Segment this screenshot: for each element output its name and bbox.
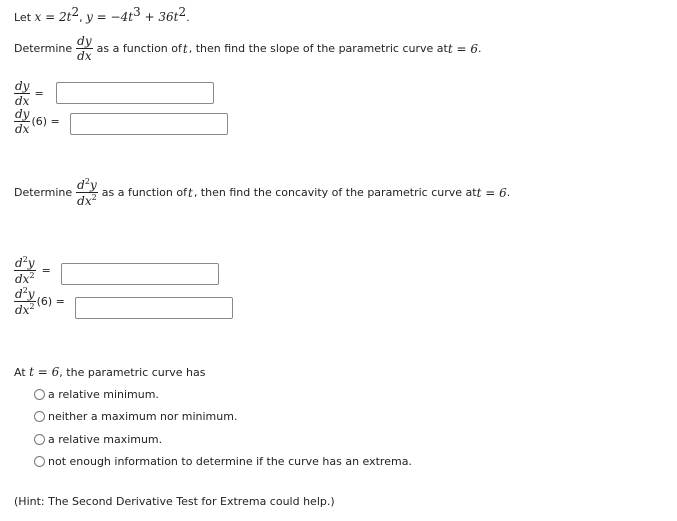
d-symbol: d bbox=[77, 178, 85, 192]
fraction-denominator bbox=[14, 272, 36, 285]
equals-sign: = bbox=[41, 264, 51, 277]
y-definition: y = −4t bbox=[86, 10, 134, 24]
second-derivative-answer-input[interactable] bbox=[61, 263, 219, 285]
concavity-question bbox=[14, 365, 206, 379]
part2-text-b: , then find the concavity of the parametric curve at bbox=[193, 186, 477, 199]
hint-text bbox=[14, 495, 335, 508]
dy-dx-answer-input[interactable] bbox=[56, 82, 214, 104]
fraction-numerator bbox=[14, 287, 36, 300]
option-label: a relative maximum. bbox=[48, 433, 163, 446]
option-relative-maximum[interactable] bbox=[34, 433, 162, 446]
separator: , bbox=[79, 11, 87, 24]
hint-label: (Hint: The Second Derivative Test for Extrema could help.) bbox=[14, 495, 335, 508]
exponent: 2 bbox=[91, 193, 97, 202]
t-condition: t = 6 bbox=[29, 365, 60, 379]
let-label: Let bbox=[14, 11, 32, 24]
y-definition-rest: + 36t bbox=[140, 10, 179, 24]
dx-symbol: dx bbox=[15, 303, 30, 317]
t-variable: t bbox=[187, 185, 193, 200]
option-label: not enough information to determine if the curve has an extrema. bbox=[48, 455, 412, 468]
second-derivative-row bbox=[14, 256, 51, 285]
exponent: 2 bbox=[29, 271, 35, 280]
exponent: 2 bbox=[29, 302, 35, 311]
part1-text-a: as a function of bbox=[96, 42, 182, 55]
dy-dx-at-6-row bbox=[14, 108, 60, 135]
fraction-denominator bbox=[76, 194, 98, 207]
fraction-numerator bbox=[76, 178, 98, 191]
t-variable: t bbox=[182, 41, 188, 56]
fraction-numerator bbox=[14, 256, 36, 269]
y-symbol: y bbox=[27, 287, 35, 301]
option-relative-minimum[interactable] bbox=[34, 388, 159, 401]
d-symbol: d bbox=[15, 256, 23, 270]
dy-dx-fraction bbox=[76, 35, 92, 62]
fraction-denominator: dx bbox=[77, 49, 92, 63]
y-symbol: y bbox=[89, 178, 97, 192]
radio-button[interactable] bbox=[34, 411, 45, 422]
problem-statement bbox=[14, 5, 190, 24]
exponent: 2 bbox=[84, 177, 90, 186]
dx-symbol: dx bbox=[77, 194, 92, 208]
determine-label: Determine bbox=[14, 42, 73, 55]
option-label: neither a maximum nor minimum. bbox=[48, 410, 238, 423]
evaluate-at-6-label: (6) = bbox=[36, 295, 65, 308]
d-symbol: d bbox=[15, 287, 23, 301]
second-derivative-fraction bbox=[76, 178, 98, 207]
question-suffix: , the parametric curve has bbox=[59, 366, 206, 379]
y-exponent-1: 3 bbox=[133, 5, 141, 19]
dy-dx-row bbox=[14, 80, 44, 107]
dy-dx-fraction bbox=[14, 80, 30, 107]
fraction-denominator: dx bbox=[15, 94, 30, 108]
question-prefix: At bbox=[14, 366, 30, 379]
second-derivative-fraction bbox=[14, 256, 36, 285]
exponent: 2 bbox=[22, 286, 28, 295]
option-neither[interactable] bbox=[34, 410, 237, 423]
x-exponent: 2 bbox=[71, 5, 80, 19]
equals-sign: = bbox=[34, 87, 44, 100]
x-definition: x = 2t bbox=[34, 10, 72, 24]
determine-label: Determine bbox=[14, 186, 73, 199]
part2-text-a: as a function of bbox=[101, 186, 187, 199]
evaluate-at-6-label: (6) = bbox=[31, 115, 60, 128]
fraction-numerator: dy bbox=[15, 107, 30, 121]
part2-prompt bbox=[14, 178, 510, 207]
radio-button[interactable] bbox=[34, 434, 45, 445]
period: . bbox=[506, 186, 511, 199]
radio-button[interactable] bbox=[34, 456, 45, 467]
slope-at-6-answer-input[interactable] bbox=[70, 113, 228, 135]
concavity-at-6-answer-input[interactable] bbox=[75, 297, 233, 319]
t-condition: t = 6 bbox=[476, 185, 507, 200]
fraction-numerator: dy bbox=[77, 34, 92, 48]
second-derivative-fraction bbox=[14, 287, 36, 316]
fraction-denominator bbox=[14, 303, 36, 316]
part1-prompt bbox=[14, 35, 482, 62]
exponent: 2 bbox=[22, 255, 28, 264]
option-label: a relative minimum. bbox=[48, 388, 159, 401]
t-condition: t = 6 bbox=[447, 41, 478, 56]
y-symbol: y bbox=[27, 256, 35, 270]
part1-text-b: , then find the slope of the parametric curve at bbox=[188, 42, 448, 55]
dy-dx-fraction bbox=[14, 108, 30, 135]
y-exponent-2: 2 bbox=[178, 5, 187, 19]
option-not-enough-info[interactable] bbox=[34, 455, 412, 468]
radio-button[interactable] bbox=[34, 389, 45, 400]
fraction-numerator: dy bbox=[15, 79, 30, 93]
fraction-denominator: dx bbox=[15, 122, 30, 136]
second-derivative-at-6-row bbox=[14, 287, 65, 316]
dx-symbol: dx bbox=[15, 272, 30, 286]
period: . bbox=[478, 42, 482, 55]
period: . bbox=[186, 11, 190, 24]
